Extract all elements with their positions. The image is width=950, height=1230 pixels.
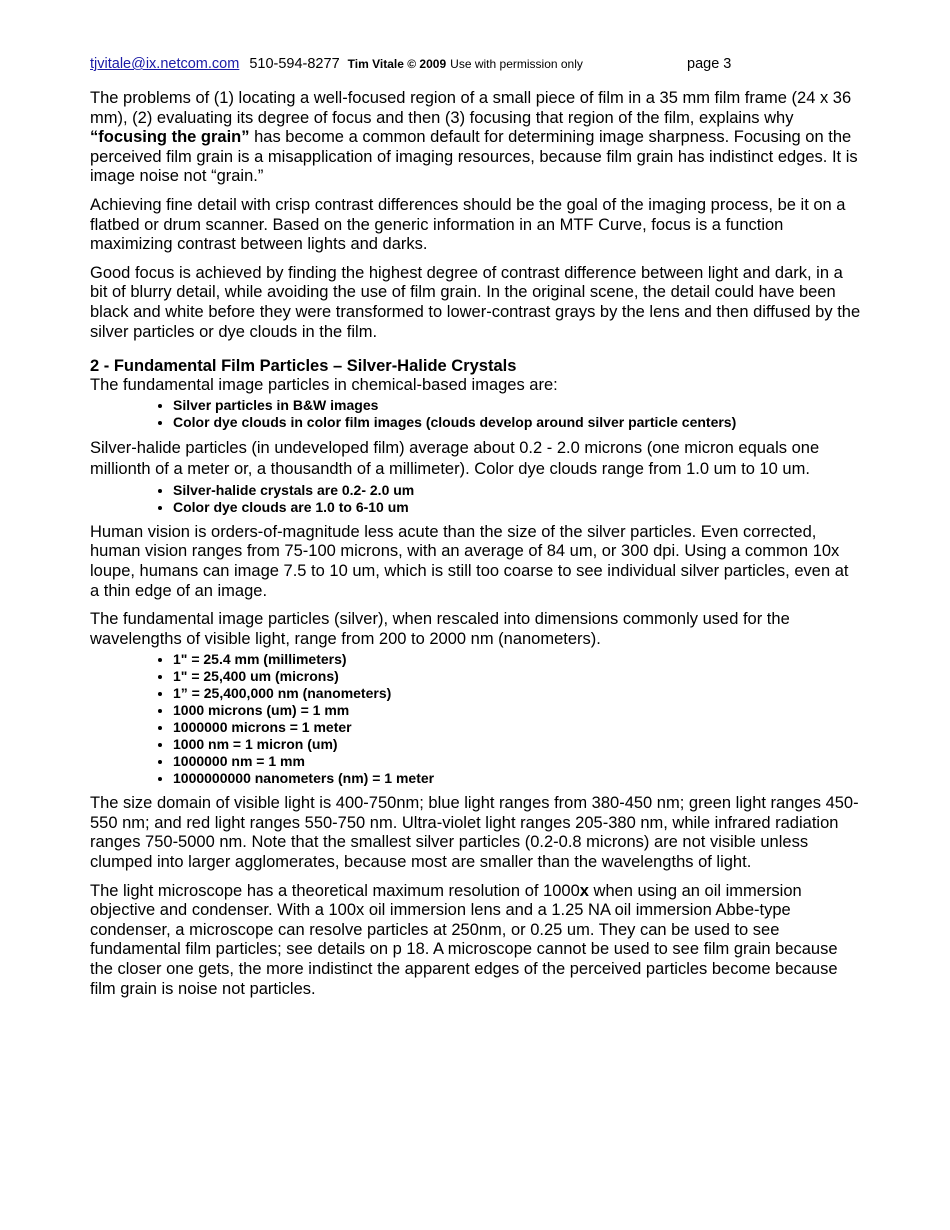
list-item: • 1" = 25.4 mm (millimeters) — [173, 651, 862, 668]
list-item: • Color dye clouds in color film images (clouds develop around silver particle centers) — [173, 414, 862, 431]
particle-size-list — [90, 482, 862, 516]
list-item: • Silver-halide crystals are 0.2- 2.0 um — [173, 482, 862, 499]
paragraph-text: The problems of (1) locating a well-focused region of a small piece of film in a 35 mm film frame (24 x 36 mm), (2) evaluating its degree of focus and then (3) focusing that region of the film, explains why — [90, 89, 852, 127]
paragraph-silver-halide-size: Silver-halide particles (in undeveloped film) average about 0.2 - 2.0 microns (one micron equals one millionth of a meter or, a thousandth of a millimeter). Color dye clouds range from 1.0 um to 10 um. — [90, 438, 820, 479]
list-item: • 1000 microns (um) = 1 mm — [173, 702, 862, 719]
list-item: • 1000 nm = 1 micron (um) — [173, 736, 862, 753]
paragraph-focusing-grain — [90, 89, 862, 187]
page-number: page 3 — [687, 56, 732, 72]
emphasis-focusing-grain: “focusing the grain” — [90, 128, 250, 147]
paragraph-rescaled-particles: The fundamental image particles (silver), when rescaled into dimensions commonly used for the wavelengths of visible light, range from 200 to 2000 nm (nanometers). — [90, 610, 790, 648]
author-copyright: Tim Vitale © 2009 — [347, 57, 447, 71]
particle-types-list — [90, 397, 862, 431]
unit-conversion-list — [90, 651, 862, 787]
paragraph-text: has become a common default for determining image sharpness. Focusing on the perceived film grain is a misapplication of imaging resources, because film grain has indistinct edges. It is image noise not “grain.” — [90, 128, 858, 186]
list-item: • Silver particles in B&W images — [173, 397, 862, 414]
paragraph-text: when using an oil immersion objective and condenser. With a 100x oil immersion lens and a 1.25 NA oil immersion Abbe-type condenser, a microscope can resolve particles at 250nm, or 0.25 um. They can be used to see fundamental film particles; see details on p 18. A microscope cannot be used to see film grain because the closer one gets, the more indistinct the apparent edges of the perceived particles become because film grain is noise not particles. — [90, 881, 838, 998]
author-phone: 510-594-8277 — [249, 56, 340, 72]
list-item: • 1” = 25,400,000 nm (nanometers) — [173, 685, 862, 702]
paragraph-fundamental-particles: The fundamental image particles in chemical-based images are: — [90, 376, 558, 395]
paragraph-human-vision: Human vision is orders-of-magnitude less acute than the size of the silver particles. Even corrected, human vision ranges from 75-100 microns, with an average of 84 um, or 300 dpi. Using a common 10x loupe, humans can image 7.5 to 10 um, which is still too coarse to see individual silver particles, even at a thin edge of an image. — [90, 522, 849, 600]
permission-note: Use with permission only — [450, 57, 583, 71]
list-item: • Color dye clouds are 1.0 to 6-10 um — [173, 499, 862, 516]
page-header — [90, 56, 850, 76]
document-body — [90, 89, 862, 1008]
paragraph-light-microscope — [90, 882, 862, 1000]
emphasis-x: x — [579, 881, 589, 900]
list-item: • 1000000000 nanometers (nm) = 1 meter — [173, 770, 862, 787]
section-heading: 2 - Fundamental Film Particles – Silver-Halide Crystals — [90, 357, 517, 376]
list-item: • 1000000 microns = 1 meter — [173, 719, 862, 736]
paragraph-text: The light microscope has a theoretical maximum resolution of 1000 — [90, 881, 580, 900]
paragraph-good-focus: Good focus is achieved by finding the highest degree of contrast difference between light and dark, in a bit of blurry detail, while avoiding the use of film grain. In the original scene, the detail could have been black and white before they were transformed to lower-contrast grays by the lens and then diffused by the silver particles or dye clouds in the film. — [90, 263, 861, 341]
paragraph-fine-detail: Achieving fine detail with crisp contrast differences should be the goal of the imaging process, be it on a flatbed or drum scanner. Based on the generic information in an MTF Curve, focus is a function maximizing contrast between lights and darks. — [90, 195, 846, 254]
list-item: • 1" = 25,400 um (microns) — [173, 668, 862, 685]
paragraph-visible-light: The size domain of visible light is 400-750nm; blue light ranges from 380-450 nm; green light ranges 450-550 nm; and red light ranges 550-750 nm. Ultra-violet light ranges 205-380 nm, while infrared radiation ranges 750-5000 nm. Note that the smallest silver particles (0.2-0.8 microns) are not visible unless clumped into larger agglomerates, because most are smaller than the wavelengths of light. — [90, 794, 859, 872]
author-email-link[interactable]: tjvitale@ix.netcom.com — [90, 56, 240, 72]
list-item: • 1000000 nm = 1 mm — [173, 753, 862, 770]
